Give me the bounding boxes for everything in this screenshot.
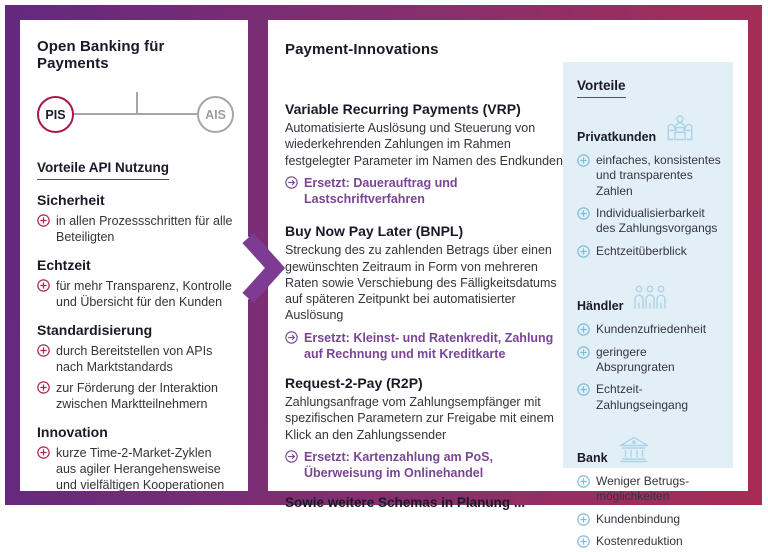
payment-innovations-panel [268,20,748,549]
plus-circle-icon [577,245,590,258]
section-innovation [37,424,234,493]
replaces-text: Ersetzt: Dauerauftrag und Lastschriftverfahren [304,175,458,206]
list-item [37,445,234,493]
plus-circle-icon [577,535,590,548]
bullet-text: Kundenbindung [596,511,681,526]
list-item [37,213,234,245]
bullet-text: Kundenzufriedenheit [596,322,707,337]
plus-circle-icon [577,323,590,336]
bullet-text: einfaches, konsistentes und transparentes Zahlen [596,153,721,198]
people-row-icon [633,285,667,315]
bullet-text: Echtzeitüberblick [596,243,687,258]
innovation-bnpl [285,223,565,362]
list-item [577,474,723,505]
innovation-description: Zahlungsanfrage vom Zahlungsempfänger mit spezifischen Parametern zur Freigabe mit einem Klick an den Zahlungssender [285,395,554,442]
open-banking-title: Open Banking für Payments [37,38,165,72]
benefits-heading: Vorteile [577,78,626,98]
innovation-vrp [285,101,565,207]
bullet-text: durch Bereitstellen von APIs nach Marktstandards [56,344,213,374]
flow-arrow-icon [238,214,292,322]
more-schemas-note: Sowie weitere Schemas in Planung ... [285,495,526,511]
pis-label: PIS [45,107,66,122]
arrow-right-circle-icon [285,331,298,344]
plus-circle-icon [37,344,50,357]
group-header [577,435,723,467]
person-laptop-icon [665,114,695,146]
section-title: Standardisierung [37,322,153,338]
section-echtzeit [37,257,234,310]
arrow-right-circle-icon [285,176,298,189]
list-item [577,244,723,259]
bullet-text: in allen Prozessschritten für alle Beteiligten [56,214,233,244]
diagram-horizontal-connector [65,113,206,115]
group-header [577,114,723,146]
bullet-text: Echtzeit-Zahlungseingang [596,382,689,412]
diagram-vertical-connector [136,92,138,114]
plus-circle-icon [577,207,590,220]
plus-circle-icon [577,383,590,396]
plus-circle-icon [37,279,50,292]
innovation-r2p [285,375,565,481]
group-header [577,285,723,315]
group-title: Privatkunden [577,130,657,144]
innovation-title: Buy Now Pay Later (BNPL) [285,223,464,240]
replaces-line [285,175,565,208]
bullet-text: Kostenreduktion [596,534,683,549]
list-item [577,153,723,199]
innovation-title: Variable Recurring Payments (VRP) [285,101,521,117]
bullet-text: Individualisierbarkeit des Zahlungsvorgangs [596,206,718,236]
arrow-right-circle-icon [285,450,298,463]
pis-node [37,96,74,133]
plus-circle-icon [577,346,590,359]
payment-innovations-title: Payment-Innovations [285,41,439,58]
replaces-line [285,330,565,363]
pis-ais-diagram [37,96,234,138]
list-item [577,382,723,413]
plus-circle-icon [37,381,50,394]
ais-label: AIS [205,107,226,122]
section-sicherheit [37,192,234,245]
benefit-group-privatkunden [577,114,723,259]
bullet-text: zur Förderung der Interaktion zwischen Marktteilnehmern [56,381,218,411]
group-title: Bank [577,450,608,465]
list-item [577,322,723,337]
benefit-group-bank [577,435,723,549]
innovation-description: Automatisierte Auslösung und Steuerung von wiederkehrenden Zahlungen im Rahmen festgelegter Parameter im Namen des Endkunden [285,121,563,168]
replaces-text: Ersetzt: Kleinst- und Ratenkredit, Zahlung auf Rechnung und mit Kreditkarte [304,330,554,361]
list-item [37,380,234,412]
replaces-line [285,449,565,482]
api-benefits-heading: Vorteile API Nutzung [37,160,169,180]
section-standardisierung [37,322,234,412]
innovations-column [285,20,565,510]
list-item [577,534,723,549]
bullet-text: Weniger Betrugs-möglichkeiten [596,473,690,504]
bullet-text: für mehr Transparenz, Kontrolle und Übersicht für den Kunden [56,279,232,309]
innovation-title: Request-2-Pay (R2P) [285,375,423,391]
section-title: Sicherheit [37,192,105,208]
group-title: Händler [577,299,624,314]
plus-circle-icon [577,513,590,526]
section-title: Innovation [37,424,108,440]
ais-node [197,96,234,133]
plus-circle-icon [577,154,590,167]
list-item [37,278,234,310]
section-title: Echtzeit [37,257,91,273]
plus-circle-icon [37,214,50,227]
bank-building-icon [617,435,651,467]
list-item [577,345,723,376]
plus-circle-icon [37,446,50,459]
list-item [37,343,234,375]
plus-circle-icon [577,475,590,488]
replaces-text: Ersetzt: Kartenzahlung am PoS, Überweisung im Onlinehandel [304,449,493,480]
bullet-text: kurze Time-2-Market-Zyklen aus agiler Herangehensweise und vielfältigen Kooperationen [56,446,225,492]
bullet-text: geringere Absprungraten [596,344,675,374]
innovation-description: Streckung des zu zahlenden Betrags über einen gewünschten Zeitraum in Form von mehreren Raten sowie Verschiebung des Fälligkeitsdatums auf späteren Zeitpunkt bei automatisierter Auslösung [285,243,557,323]
benefits-panel [563,62,733,549]
list-item [577,512,723,527]
benefit-group-haendler [577,285,723,413]
open-banking-panel [20,20,248,491]
list-item [577,206,723,237]
